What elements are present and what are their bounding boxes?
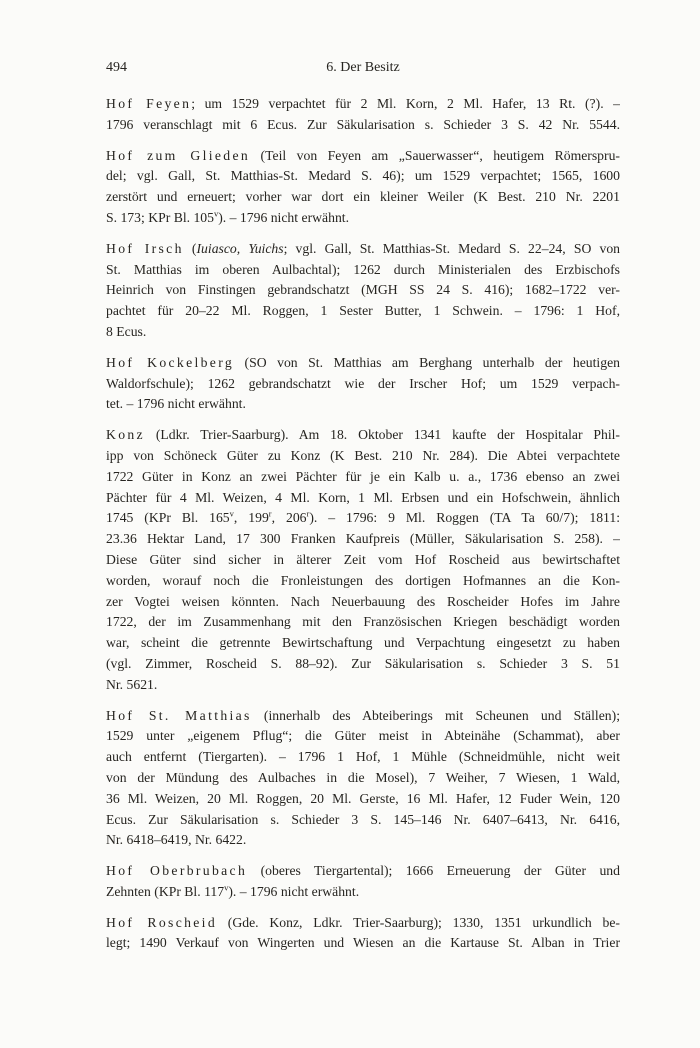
entry-head: Hof zum Glieden — [106, 147, 251, 163]
body-text: 1722, der im Zusammenhang mit den Französischen Kriegen beschädigt worden — [106, 614, 620, 630]
text-line — [106, 187, 620, 208]
text-line — [106, 726, 620, 747]
text-line — [106, 239, 620, 260]
text-line — [106, 706, 620, 727]
text-line — [106, 260, 620, 281]
text-line — [106, 508, 620, 529]
text-line — [106, 394, 620, 415]
text-line — [106, 208, 620, 229]
body-text: ; um 1529 verpachtet für 2 Ml. Korn, 2 Ml. Hafer, 13 Rt. (?). – — [191, 96, 620, 111]
text-line — [106, 446, 620, 467]
paragraph — [106, 94, 620, 136]
paragraph — [106, 146, 620, 229]
body-text: Pächter für 4 Ml. Weizen, 4 Ml. Korn, 1 Ml. Erbsen und ein Hofschwein, ähnlich — [106, 489, 620, 505]
body-text: Heinrich von Finstingen gebrandschatzt (MGH SS 24 S. 416); 1682–1722 ver- — [106, 282, 620, 298]
text-line — [106, 571, 620, 592]
text-line — [106, 146, 620, 167]
body-text: zerstört und erneuert; vorher war dort ein kleiner Weiler (K Best. 210 Nr. 2201 — [106, 189, 620, 205]
body-text: (vgl. Zimmer, Roscheid S. 88–92). Zur Säkularisation s. Schieder 3 S. 51 — [106, 655, 620, 671]
text-line — [106, 467, 620, 488]
text-line — [106, 488, 620, 509]
body-text: auch entfernt (Tiergarten). – 1796 1 Hof, 1 Mühle (Schneidmühle, nicht weit — [106, 749, 620, 765]
entry-head: Konz — [106, 427, 145, 443]
italic-text: Iuiasco, Yuichs — [196, 240, 284, 256]
body-text: (Ldkr. Trier-Saarburg). Am 18. Oktober 1341 kaufte der Hospitalar Phil- — [144, 427, 620, 443]
text-line — [106, 166, 620, 187]
text-line — [106, 747, 620, 768]
text-line — [106, 94, 620, 115]
body-text: legt; 1490 Verkauf von Wingerten und Wiesen an die Kartause St. Alban in Trier — [106, 935, 620, 951]
body-text: Nr. 5621. — [106, 676, 158, 692]
entry-head: Hof Oberbrubach — [106, 863, 248, 879]
text-line — [106, 612, 620, 633]
body-text: (oberes Tiergartental); 1666 Erneuerung der Güter und — [247, 863, 620, 879]
superscript: r — [306, 508, 310, 519]
text-line — [106, 280, 620, 301]
text-line — [106, 789, 620, 810]
page-body — [106, 94, 620, 964]
entry-head: Hof Kockelberg — [106, 354, 235, 370]
body-text: 36 Ml. Weizen, 20 Ml. Roggen, 20 Ml. Gerste, 16 Ml. Hafer, 12 Fuder Wein, 120 — [106, 790, 620, 806]
body-text: ipp von Schöneck Güter zu Konz (K Best. 210 Nr. 284). Die Abtei verpachtete — [106, 447, 620, 463]
body-text: (Teil von Feyen am „Sauerwasser“, heutigem Römerspru- — [250, 147, 620, 163]
body-text: von der Mündung des Aulbaches in die Mosel), 7 Weiher, 7 Wiesen, 1 Wald, — [106, 769, 620, 785]
body-text: Nr. 6418–6419, Nr. 6422. — [106, 832, 247, 848]
body-text: 1796 veranschlagt mit 6 Ecus. Zur Säkularisation s. Schieder 3 S. 42 Nr. 5544. — [106, 116, 620, 132]
text-line — [106, 301, 620, 322]
text-line — [106, 810, 620, 831]
text-line — [106, 913, 620, 934]
text-line — [106, 374, 620, 395]
paragraph — [106, 706, 620, 852]
paragraph — [106, 425, 620, 695]
body-text: ( — [183, 240, 197, 256]
body-text: 1529 unter „eigenem Pflug“; die Güter meist in Abteinähe (Schammat), aber — [106, 728, 620, 744]
paragraph — [106, 861, 620, 903]
page-number: 494 — [106, 60, 127, 75]
body-text: ). – 1796 nicht erwähnt. — [218, 209, 350, 225]
body-text: Waldorfschule); 1262 gebrandschatzt wie der Irscher Hof; um 1529 verpach- — [106, 375, 620, 391]
body-text: Zehnten (KPr Bl. 117 — [106, 883, 225, 899]
body-text: worden, worauf noch die Fronleistungen des dortigen Hofmannes an die Kon- — [106, 572, 620, 588]
text-line — [106, 633, 620, 654]
body-text: del; vgl. Gall, St. Matthias-St. Medard S. 46); um 1529 verpachtet; 1565, 1600 — [106, 168, 620, 184]
text-line — [106, 529, 620, 550]
superscript: v — [214, 208, 219, 219]
body-text: 8 Ecus. — [106, 323, 147, 339]
text-line — [106, 425, 620, 446]
body-text: (Gde. Konz, Ldkr. Trier-Saarburg); 1330, 1351 urkundlich be- — [217, 914, 620, 930]
text-line — [106, 882, 620, 903]
text-line — [106, 654, 620, 675]
body-text: ). – 1796 nicht erwähnt. — [228, 883, 360, 899]
entry-head: Hof Feyen — [106, 96, 192, 111]
paragraph — [106, 239, 620, 343]
page-header — [106, 57, 620, 78]
body-text: war, scheint die getrennte Bewirtschaftung und Verpachtung eingesetzt zu haben — [106, 635, 620, 651]
text-line — [106, 550, 620, 571]
body-text: ). – 1796: 9 Ml. Roggen (TA Ta 60/7); 1811: — [309, 510, 620, 526]
text-line — [106, 353, 620, 374]
entry-head: Hof Irsch — [106, 240, 184, 256]
body-text: , 199 — [233, 510, 269, 526]
text-line — [106, 592, 620, 613]
text-line — [106, 675, 620, 696]
superscript: v — [224, 882, 229, 893]
body-text: (SO von St. Matthias am Berghang unterhalb der heutigen — [234, 354, 620, 370]
text-line — [106, 322, 620, 343]
body-text: Ecus. Zur Säkularisation s. Schieder 3 S. 145–146 Nr. 6407–6413, Nr. 6416, — [106, 811, 620, 827]
body-text: 23.36 Hektar Land, 17 300 Franken Kaufpreis (Müller, Säkularisation S. 258). – — [106, 531, 620, 547]
body-text: , 206 — [271, 510, 307, 526]
body-text: (innerhalb des Abteiberings mit Scheunen und Ställen); — [251, 707, 620, 723]
body-text: Diese Güter sind sicher in älterer Zeit vom Hof Roscheid aus bewirtschaftet — [106, 551, 620, 567]
superscript: r — [268, 508, 272, 519]
running-head: 6. Der Besitz — [326, 60, 400, 75]
text-line — [106, 768, 620, 789]
body-text: St. Matthias im oberen Aulbachtal); 1262 durch Ministerialen des Erzbischofs — [106, 261, 620, 277]
body-text: 1745 (KPr Bl. 165 — [106, 510, 230, 526]
body-text: tet. – 1796 nicht erwähnt. — [106, 396, 246, 412]
body-text: pachtet für 20–22 Ml. Roggen, 1 Sester Butter, 1 Schwein. – 1796: 1 Hof, — [106, 303, 620, 319]
paragraph — [106, 353, 620, 415]
paragraph — [106, 913, 620, 955]
body-text: zer Vogtei weisen könnten. Nach Neuerbauung des Roscheider Hofes im Jahre — [106, 593, 620, 609]
body-text: 1722 Güter in Konz an zwei Pächter für je ein Kalb u. a., 1736 ebenso an zwei — [106, 468, 620, 484]
text-line — [106, 861, 620, 882]
body-text: S. 173; KPr Bl. 105 — [106, 209, 214, 225]
entry-head: Hof Roscheid — [106, 914, 217, 930]
entry-head: Hof St. Matthias — [106, 707, 252, 723]
text-line — [106, 933, 620, 954]
body-text: ; vgl. Gall, St. Matthias-St. Medard S. 22–24, SO von — [283, 240, 620, 256]
superscript: v — [229, 508, 234, 519]
text-line — [106, 830, 620, 851]
text-line — [106, 115, 620, 136]
